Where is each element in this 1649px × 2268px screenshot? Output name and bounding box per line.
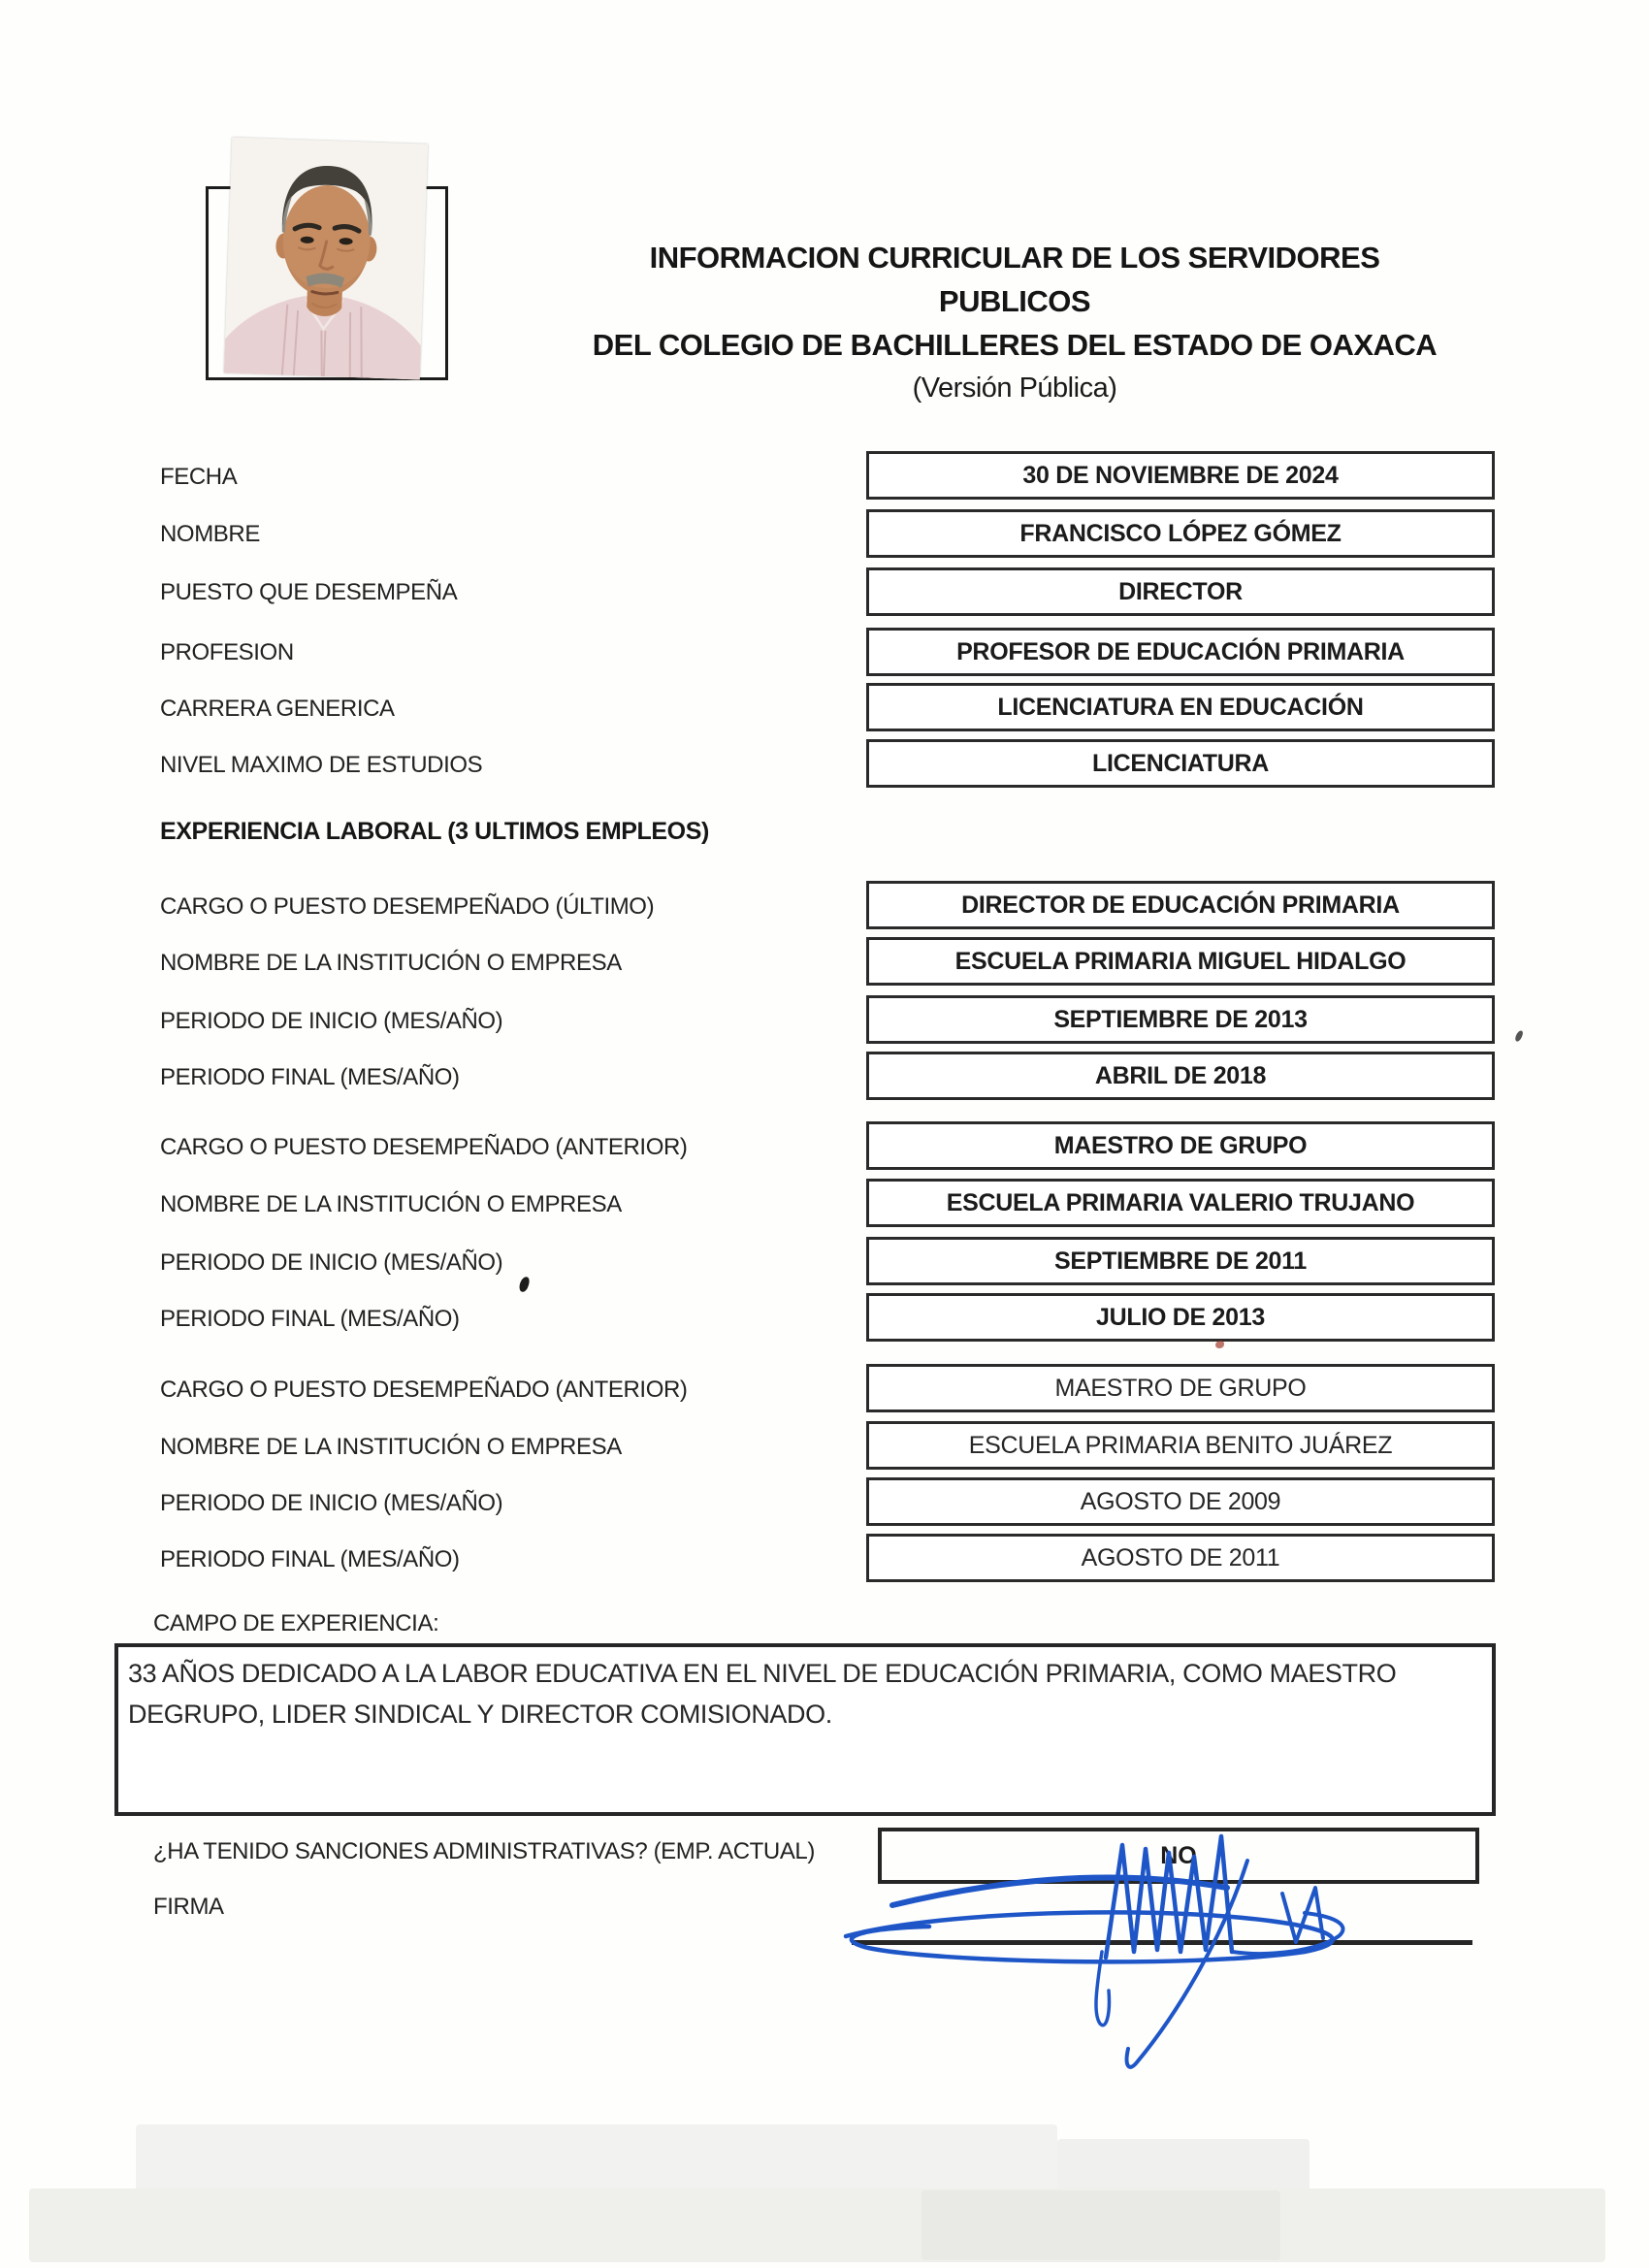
field-value-carrera: LICENCIATURA EN EDUCACIÓN [866, 683, 1495, 731]
job1-value-cargo: DIRECTOR DE EDUCACIÓN PRIMARIA [866, 881, 1495, 929]
job1-value-final: ABRIL DE 2018 [866, 1052, 1495, 1100]
sanctions-answer-box: NO [878, 1828, 1479, 1884]
red-speck-artifact [1215, 1341, 1224, 1348]
job3-label-final: PERIODO FINAL (MES/AÑO) [160, 1546, 460, 1572]
job3-label-cargo: CARGO O PUESTO DESEMPEÑADO (ANTERIOR) [160, 1377, 688, 1403]
firma-label: FIRMA [153, 1894, 224, 1920]
scan-shadow-band [922, 2190, 1280, 2260]
job1-label-inicio: PERIODO DE INICIO (MES/AÑO) [160, 1008, 503, 1034]
portrait-photo-illustration [224, 138, 428, 380]
portrait-photo [224, 138, 428, 380]
job2-value-institucion: ESCUELA PRIMARIA VALERIO TRUJANO [866, 1179, 1495, 1227]
ink-blot-artifact [518, 1276, 531, 1293]
job3-label-inicio: PERIODO DE INICIO (MES/AÑO) [160, 1490, 503, 1516]
job1-value-inicio: SEPTIEMBRE DE 2013 [866, 995, 1495, 1044]
title-line-1: INFORMACION CURRICULAR DE LOS SERVIDORES PUBLICOS [649, 241, 1380, 318]
field-label-fecha: FECHA [160, 464, 238, 490]
job2-label-cargo: CARGO O PUESTO DESEMPEÑADO (ANTERIOR) [160, 1134, 688, 1160]
ink-speck-artifact [1514, 1029, 1524, 1042]
job2-value-inicio: SEPTIEMBRE DE 2011 [866, 1237, 1495, 1285]
form-title [578, 236, 1451, 409]
field-label-nivel-estudios: NIVEL MAXIMO DE ESTUDIOS [160, 752, 483, 778]
job3-value-final: AGOSTO DE 2011 [866, 1534, 1495, 1582]
job1-label-final: PERIODO FINAL (MES/AÑO) [160, 1064, 460, 1090]
job1-value-institucion: ESCUELA PRIMARIA MIGUEL HIDALGO [866, 937, 1495, 986]
job2-value-cargo: MAESTRO DE GRUPO [866, 1121, 1495, 1170]
scan-shadow-band [136, 2124, 1057, 2194]
title-version-label: (Versión Pública) [912, 373, 1117, 404]
job3-label-institucion: NOMBRE DE LA INSTITUCIÓN O EMPRESA [160, 1434, 622, 1460]
job2-label-institucion: NOMBRE DE LA INSTITUCIÓN O EMPRESA [160, 1191, 622, 1217]
field-value-profesion: PROFESOR DE EDUCACIÓN PRIMARIA [866, 628, 1495, 676]
job2-label-inicio: PERIODO DE INICIO (MES/AÑO) [160, 1249, 503, 1276]
handwritten-signature [815, 1804, 1455, 2095]
field-value-fecha: 30 DE NOVIEMBRE DE 2024 [866, 451, 1495, 500]
campo-experiencia-text-box: 33 AÑOS DEDICADO A LA LABOR EDUCATIVA EN EL NIVEL DE EDUCACIÓN PRIMARIA, COMO MAESTRO DEGRUPO, LIDER SINDICAL Y DIRECTOR COMISIONADO. [114, 1643, 1496, 1816]
field-value-nivel-estudios: LICENCIATURA [866, 739, 1495, 788]
field-value-puesto: DIRECTOR [866, 567, 1495, 616]
field-value-nombre: FRANCISCO LÓPEZ GÓMEZ [866, 509, 1495, 558]
title-line-2: DEL COLEGIO DE BACHILLERES DEL ESTADO DE OAXACA [592, 328, 1438, 362]
job1-label-cargo: CARGO O PUESTO DESEMPEÑADO (ÚLTIMO) [160, 893, 655, 920]
field-label-profesion: PROFESION [160, 639, 294, 665]
field-label-puesto: PUESTO QUE DESEMPEÑA [160, 579, 458, 605]
scan-shadow-band [29, 2188, 1605, 2262]
job1-label-institucion: NOMBRE DE LA INSTITUCIÓN O EMPRESA [160, 950, 622, 976]
job2-label-final: PERIODO FINAL (MES/AÑO) [160, 1306, 460, 1332]
field-label-carrera: CARRERA GENERICA [160, 696, 395, 722]
job3-value-cargo: MAESTRO DE GRUPO [866, 1364, 1495, 1412]
field-label-nombre: NOMBRE [160, 521, 260, 547]
job3-value-institucion: ESCUELA PRIMARIA BENITO JUÁREZ [866, 1421, 1495, 1470]
job2-value-final: JULIO DE 2013 [866, 1293, 1495, 1342]
campo-experiencia-label: CAMPO DE EXPERIENCIA: [153, 1610, 439, 1636]
sanctions-question-label: ¿HA TENIDO SANCIONES ADMINISTRATIVAS? (EMP. ACTUAL) [153, 1838, 815, 1864]
job3-value-inicio: AGOSTO DE 2009 [866, 1477, 1495, 1526]
experience-section-heading: EXPERIENCIA LABORAL (3 ULTIMOS EMPLEOS) [160, 818, 709, 845]
